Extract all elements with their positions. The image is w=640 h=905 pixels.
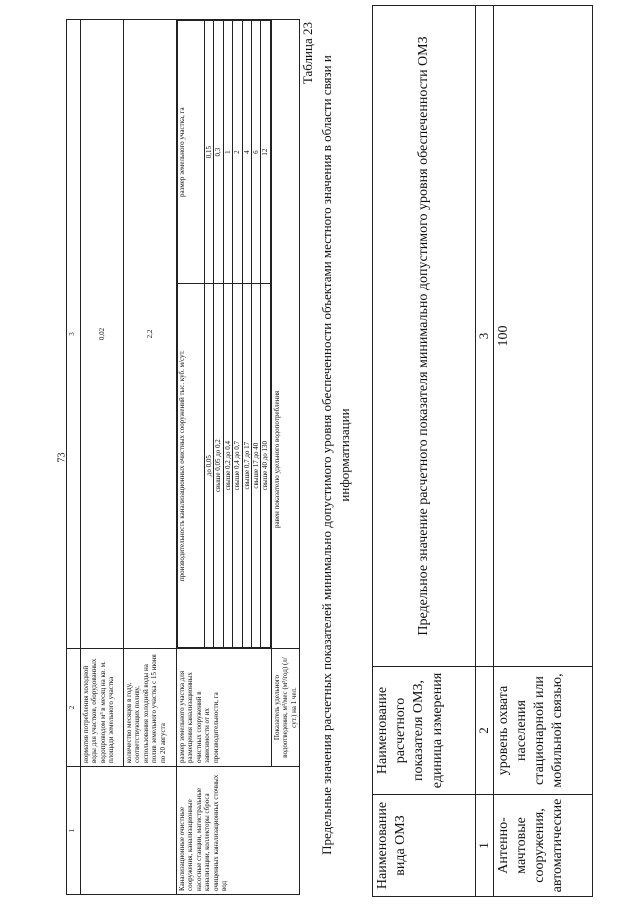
capacity-cell: свыше 0,2 до 0,4 [223,284,232,648]
col-number-1: 1 [67,767,81,895]
upper-column-numbers [67,20,81,895]
col-number-2: 2 [476,667,494,795]
sewage-capacity-header [178,21,205,648]
capacity-cell: свыше 0,05 до 0,2 [214,284,223,648]
capacity-cell: свыше 40 до 130 [261,284,270,648]
area-cell: 2 [233,21,242,284]
water-discharge-indicator: Показатель удельного водоотведения, м³/мес (м³/год) (л/сут.) на 1 чел. [271,649,299,767]
page-number: 73 [56,452,68,463]
table-row [223,21,232,648]
area-cell: 12 [261,21,270,284]
table-row [233,21,242,648]
table-row [493,6,592,897]
water-discharge-value: равен показателю удельного водопотребления [271,20,299,649]
table-row [251,21,260,648]
area-cell: 0,15 [205,21,214,284]
area-header: размер земельного участка, га [178,21,205,284]
col-number-3: 3 [476,6,494,667]
water-norm-label: норматив потребления холодной воды для участков, оборудованных водопроводом м³ в месяц на кв. м. площади земельного участка [81,649,124,767]
water-norm-row [81,20,124,895]
lower-column-numbers [476,6,494,897]
table-row [214,21,223,648]
sewage-object-name: Канализационные очистные сооружения, канализационные насосные станции, магистральные канализации, коллекторы сброса очищенных канализационных сточных вод [177,767,300,895]
table-row [205,21,214,648]
omz-value: 100 [493,6,592,667]
header-omz-type: Наименование вида ОМЗ [373,795,476,897]
omz-name: Антенно-мачтовые сооружения, автоматические [493,795,592,897]
table-caption: Предельные значения расчетных показателей минимально допустимого уровня обеспеченности объектами местного значения в области связи и информатизации [319,55,352,855]
water-norm-value: 0,02 [81,20,124,649]
irrigation-months-row [124,20,177,895]
capacity-cell: до 0,05 [205,284,214,648]
capacity-cell: свыше 17 до 40 [251,284,260,648]
irrigation-months-label: количество месяцев в году, соответствующих поливу, использования холодной воды на полив земельного участка с 15 июня по 20 августа [124,649,177,767]
area-cell: 6 [251,21,260,284]
irrigation-months-value: 2,2 [124,20,177,649]
water-discharge-row [271,20,299,895]
area-cell: 1 [223,21,232,284]
area-cell: 0,3 [214,21,223,284]
header-indicator: Наименование расчетного показателя ОМЗ, единица измерения [373,667,476,795]
capacity-cell: свыше 0,7 до 17 [242,284,251,648]
sewage-indicator: размер земельного участка для размещения канализационных очистных сооружений в зависимости от их производительности, га [177,649,272,767]
table-row [261,21,270,648]
omz-indicator: уровень охвата населения стационарной или мобильной связью, [493,667,592,795]
table-label: Таблица 23 [300,22,315,85]
capacity-header: производительность канализационных очистных сооружений тыс. куб. м/сут. [178,284,205,648]
sewage-row [177,20,272,895]
col-number-3: 3 [67,20,81,649]
col-number-2: 2 [67,649,81,767]
lower-table [372,5,593,897]
col-number-1: 1 [476,795,494,897]
lower-header-row [373,6,476,897]
capacity-cell: свыше 0,4 до 0,7 [233,284,242,648]
header-limit-value: Предельное значение расчетного показателя минимально допустимого уровня обеспеченности ОМЗ [373,6,476,667]
upper-table [66,19,300,895]
area-cell: 4 [242,21,251,284]
sewage-capacity-table [177,20,271,648]
table-row [242,21,251,648]
